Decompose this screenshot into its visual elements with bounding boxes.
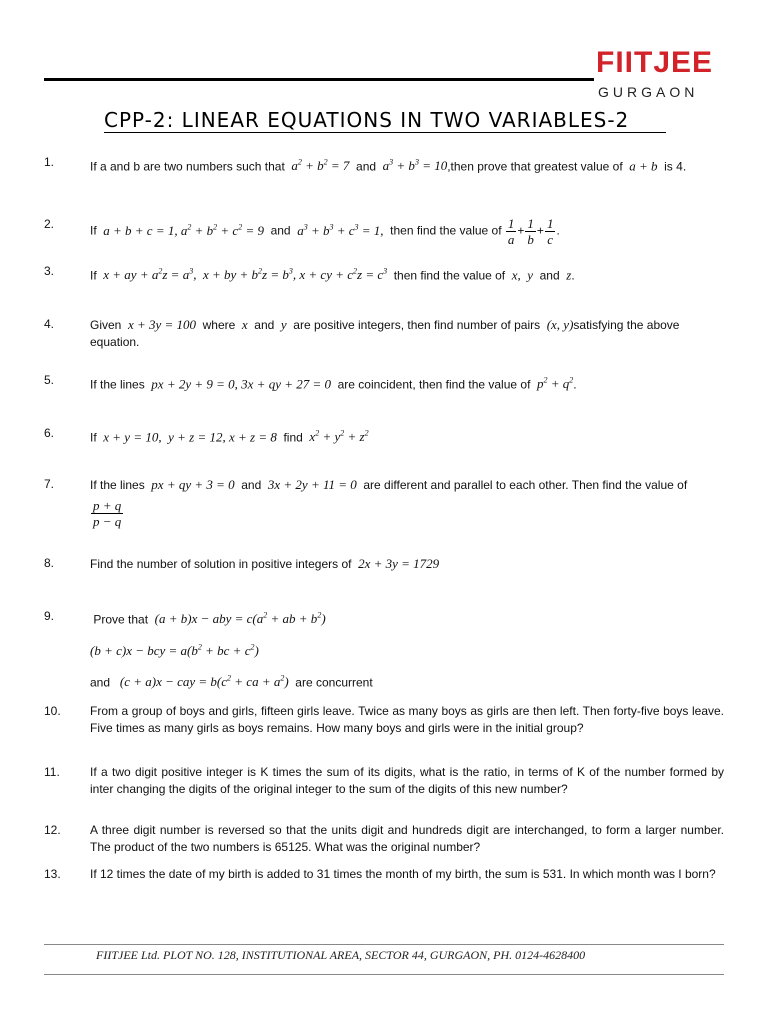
math-expr: a + b — [626, 158, 661, 174]
math-expr: x + y = 10, y + z = 12, x + z = 8 — [100, 429, 281, 445]
math-expr: (c + a)x − cay = $b(c^2$ + ca + $a^2$) — [113, 673, 292, 689]
question-body: Prove that (a + b)x − aby = $c(a^2$ + ab + $b^2$) (b + c)x − bcy = $a(b^2$ + bc + $c^2$) and (c + a)x − cay = $b(c^2$ + ca + $a^2$) are concurrent — [90, 611, 373, 689]
question-number: 9. — [44, 609, 55, 623]
math-expr: $x^2 + y^2 + z^2$ — [306, 429, 369, 445]
math-expr: $a^2 + b^2 = 7$ — [288, 158, 353, 174]
math-expr: x + 3y = 100 — [124, 317, 200, 332]
question-body: If x + ay + $a^2z = a^3$, x + by + $b^2z = b^3$, x + cy + $c^2z = c^3$ then find the value of x, y and z. — [90, 267, 575, 283]
question-number: 5. — [44, 373, 55, 387]
question-body: If 12 times the date of my birth is added to 31 times the month of my birth, the sum is 531. In which month was I born? — [90, 867, 716, 881]
question-body: A three digit number is reversed so that the units digit and hundreds digit are interchanged, to form a larger number. The product of the two numbers is 65125. What was the original number? — [90, 823, 724, 854]
logo-text: FIITJEE — [596, 46, 714, 79]
question-number: 1. — [44, 155, 55, 169]
math-expr: (a + b)x − aby = $c(a^2$ + ab + $b^2$) — [151, 611, 326, 627]
question-body: If the lines px + qy + 3 = 0 and 3x + 2y + 11 = 0 are different and parallel to each other. Then find the value of $\frac{p + q}{p - q}$ — [90, 477, 688, 529]
footer-rule-top — [44, 944, 724, 945]
question-number: 11. — [44, 765, 60, 779]
question-body: If a and b are two numbers such that $a^2 + b^2 = 7$ and $a^3 + b^3$ = 10,then prove that greatest value of a + b is 4. — [90, 158, 687, 174]
math-expr: px + 2y + 9 = 0, 3x + qy + 27 = 0 — [148, 376, 335, 392]
question-number: 3. — [44, 264, 55, 278]
question-number: 6. — [44, 426, 55, 440]
question-number: 12. — [44, 823, 61, 837]
math-expr: (b + c)x − bcy = $a(b^2$ + bc + $c^2$) — [90, 642, 259, 658]
question-body: From a group of boys and girls, fifteen girls leave. Twice as many boys as girls are then left. Then forty-five boys leave. Five times as many girls as boys remains. How many boys and girls were in the initial group? — [90, 704, 724, 735]
question-number: 2. — [44, 217, 55, 231]
header-rule — [44, 78, 596, 81]
fraction: $\frac{1}{a}$ — [507, 216, 515, 247]
question-number: 8. — [44, 556, 55, 570]
math-expr: (x, y) — [543, 317, 574, 332]
math-expr: $a^3 + b^3 + c^3 = 1$, — [293, 222, 387, 238]
question-number: 13. — [44, 867, 61, 881]
question-body: If the lines px + 2y + 9 = 0, 3x + qy + 27 = 0 are coincident, then find the value of $p^2 + q^2$. — [90, 376, 577, 392]
fraction: $\frac{1}{c}$ — [546, 216, 554, 247]
question-body: If a + b + c = 1, $a^2 + b^2 + c^2 = 9$ and $a^3 + b^3 + c^3 = 1$, then find the value of $\frac{1}{a}$ + $\frac{1}{b}$ + $\frac{1}{c}$ . — [90, 216, 560, 247]
math-expr: a + b + c = 1, $a^2 + b^2 + c^2 = 9$ — [100, 222, 268, 238]
question-body: If x + y = 10, y + z = 12, x + z = 8 find $x^2 + y^2 + z^2$ — [90, 429, 369, 445]
question-body: Given x + 3y = 100 where x and y are positive integers, then find number of pairs (x, y)satisfying the above equation. — [90, 317, 680, 349]
math-expr: 2x + 3y = 1729 — [354, 556, 440, 571]
logo-city: GURGAON — [598, 84, 699, 100]
page-title: CPP-2: LINEAR EQUATIONS IN TWO VARIABLES-2 — [104, 108, 630, 132]
math-expr: 3x + 2y + 11 = 0 — [264, 477, 361, 492]
question-body: Find the number of solution in positive integers of 2x + 3y = 1729 — [90, 556, 440, 571]
fiitjee-logo — [594, 44, 712, 84]
question-body: If a two digit positive integer is K times the sum of its digits, what is the ratio, in terms of K of the number formed by inter changing the digits of the original integer to the sum of the digits of this new number? — [90, 765, 724, 796]
math-expr: x + ay + $a^2z = a^3$, x + by + $b^2z = b^3$, x + cy + $c^2z = c^3$ — [100, 267, 388, 283]
question-number: 10. — [44, 704, 61, 718]
footer-rule-bottom — [44, 974, 724, 975]
math-expr: px + qy + 3 = 0 — [148, 477, 238, 492]
math-expr: $a^3 + b^3 = 10$ — [379, 158, 448, 174]
fraction: $\frac{p + q}{p - q}$ — [93, 498, 122, 529]
fraction: $\frac{1}{b}$ — [527, 216, 534, 247]
footer-address: FIITJEE Ltd. PLOT NO. 128, INSTITUTIONAL AREA, SECTOR 44, GURGAON, PH. 0124-4628400 — [96, 948, 586, 962]
question-number: 7. — [44, 477, 55, 491]
question-number: 4. — [44, 317, 55, 331]
math-expr: $p^2 + q^2$ — [533, 376, 574, 392]
title-underline — [104, 132, 666, 133]
